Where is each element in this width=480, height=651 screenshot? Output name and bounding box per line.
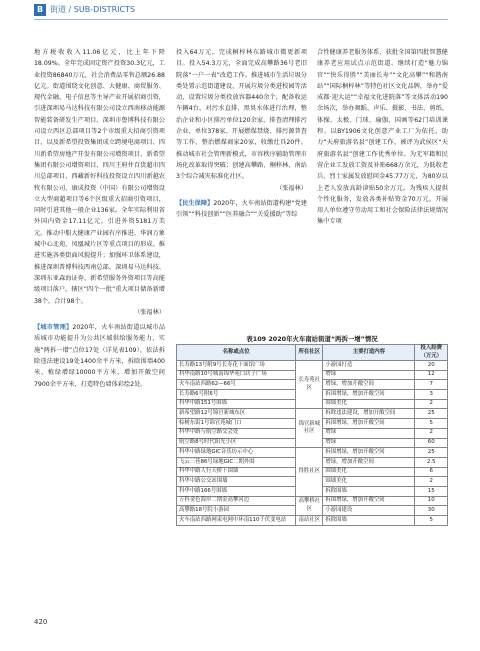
cell-name: 科华中路与航空路交会处 — [177, 428, 296, 438]
cell-fund: 2.5 — [415, 457, 448, 467]
author-note: （张福林） — [134, 308, 165, 316]
cell-name: 科华中路151号围墙 — [177, 399, 296, 409]
cell-fund: 2 — [415, 477, 448, 487]
cell-content: 增绿 — [323, 438, 415, 448]
column-left — [34, 47, 165, 390]
column-header: 主要打造内容 — [323, 345, 415, 361]
cell-content: 拆除围墙 — [323, 486, 415, 496]
section-icon: B — [34, 4, 46, 16]
table-row — [177, 516, 448, 526]
paragraph: 合性健康养老服务体系，获批全国第四批智慧健康养老应用试点示范街道。继续打造“魅力锦官”“快乐得胜”“美丽长寿”“文化高攀”“和谐南站”“国际桐梓林”等特色社区文化品牌，举办“爱成都·迎大运”“幸福文化进院落”等文体活动190余场次，举办舞蹈、声乐、摄影、书法、剪纸、体操、太极、门球、瑜伽、国画等62门培训课程。以BY1906文化创意产业工厂为依托，助力“天府旅游名县”创建工作，被评为武侯区“天府旅游名县”创建工作优秀单位。为无军籍和民营企业工发放工资及补贴668万余元，为低收老兵、烈士家属发放慰问金45.77万元，为80岁以上老人发放高龄津贴50余万元。为残疾人提供个性化服务，发放各类补贴资金70万元。开展用人单位遵守劳动用工和社会保险法律法规情况集中专项 — [317, 49, 448, 226]
cell-name: 万科金色海岸二期金高攀河边 — [177, 496, 296, 506]
cell-fund: 5 — [415, 516, 448, 526]
cell-fund: 2 — [415, 428, 448, 438]
cell-content: 增绿，增加开敞空间 — [323, 380, 415, 390]
table-row — [177, 448, 448, 458]
page-number: 420 — [34, 618, 48, 626]
cell-content: 围墙美化 — [323, 467, 415, 477]
paragraph: 地方税收收入11.06亿元，比上年下降18.09%。全年完成固定资产投资30.3亿元，工业投资86840万元，社会消费品零售总额26.88亿元。街道围绕文化创意、大健康、商贸服务、现代金融、电子信息等主导产业开展招商引资，引进深圳易马达科技有限公司设立西南移动能源智能装备研发生产项目、深圳市鲁博科技有限公司设立西区总部项目等2个市级重大招商引资项目，以及新希望投资集团成立跨境电商项目、四川新希望房地产开发有限公司增资项目、新希望集团有限公司增资项目、四川王府井百货超市四川总部项目、西藏新好科技投资设立四川新越农牧有限公司、康成投资（中国）有限公司增资设立大型商超项目等6个区级重大招商引资项目，同时引进其他一般企业136家。全年实际利用省外国内资金17.11亿元，引进外资5181万美元。推动中船大健康产业园有序推进、华润万象城中心北苑、凤凰城片区等重点项目的形成。推进实施各类街面风貌提升；加强环卫体系建设，推进深圳普博科技西南总部、深圳易马达科技、深圳东亚森海证券、新希望服务外资项目等高能级项目落户。辖区“四个一批”重大项目储备新增38个，合计98个。 — [34, 49, 165, 305]
cell-name: 科华中路绿地GIC音乐坊示中心 — [177, 448, 296, 458]
cell-district: 南站社区 — [296, 516, 323, 526]
table-row — [177, 496, 448, 506]
cell-name: 新希望路12号锦官新城东区 — [177, 409, 296, 419]
cell-content: 围墙美化 — [323, 399, 415, 409]
cell-content: 拆围增绿，增加开敞空间 — [323, 390, 415, 400]
cell-content: 拆除围墙 — [323, 516, 415, 526]
cell-content: 围墙美化 — [323, 477, 415, 487]
cell-name: 火车南站西路62—66号 — [177, 380, 296, 390]
section-title: 街道 / SUB-DISTRICTS — [50, 5, 136, 14]
author-note: （张福林） — [276, 184, 307, 192]
table-title: 表109 2020年火车南站街道“两拆一增”情况 — [246, 335, 378, 343]
cell-content: 拆围增绿，增加开敞空间 — [323, 419, 415, 429]
cell-content: 拆围增绿，增加开敞空间 — [323, 496, 415, 506]
cell-content: 增绿 — [323, 370, 415, 380]
cell-fund: 20 — [415, 361, 448, 371]
data-table — [176, 344, 448, 526]
cell-fund: 7 — [415, 380, 448, 390]
cell-content: 小游园打造 — [323, 361, 415, 371]
cell-content: 拆除违法建设，增加开敞空间 — [323, 409, 415, 419]
table-row — [177, 361, 448, 371]
cell-district: 得胜社区 — [296, 448, 323, 496]
cell-name: 科华中路公交站围墙 — [177, 477, 296, 487]
column-middle — [176, 47, 307, 220]
page-header — [0, 0, 480, 20]
cell-name: 科华中路人行天桥下围墙 — [177, 467, 296, 477]
column-header: 投入经费（万元） — [415, 345, 448, 361]
cell-content: 增绿，增加开敞空间 — [323, 457, 415, 467]
cell-fund: 15 — [415, 486, 448, 496]
cell-content: 拆围增绿，增加开敞空间 — [323, 448, 415, 458]
cell-fund: 25 — [415, 448, 448, 458]
cell-fund: 25 — [415, 409, 448, 419]
cell-fund: 30 — [415, 506, 448, 516]
cell-name: 长寿路6号附6号 — [177, 390, 296, 400]
section-text: 2020年，火车南站街道以城市品质城市功能提升为公共区域供给服务能力，实施“两拆一增”点位17处（详见表109），依法拆除违法建设19处1400余平方米，拆除围墙400米，植绿增绿10000平方米，增加开敞空间7900余平方米，打造特色墙体彩绘2处。 — [34, 324, 166, 388]
cell-fund: 6 — [415, 467, 448, 477]
cell-fund: 10 — [415, 496, 448, 506]
cell-fund: 2 — [415, 399, 448, 409]
paragraph — [176, 198, 307, 221]
section-tag: 【城市管理】 — [34, 324, 73, 332]
paragraph: 投入64万元，完成桐梓林东路城市微更新项目。投入54.3万元，全面完成高攀路36号老旧院落“一户一表”改造工作。推进城市生活垃圾分类处置示范街道建设，开展垃圾分类进校园等活动，设置垃圾分类投放容器440余个，配备收运车辆4台。对污水直排、黑臭水体进行治理，整治企业和小区排污单位120余家，排查清理排污企业、单位378家。开展燃煤禁烧、排污源普查等工作，整治燃煤商家20家，收缴灶具20件。推动城市社会管理新模式，市容秩序辅助管理市场化改革取得突破；创建高攀路、桐梓林、南站3个综合减灾标准化社区。 — [176, 49, 307, 181]
column-header: 名称或点位 — [177, 345, 296, 361]
cell-content: 增绿 — [323, 428, 415, 438]
column-right — [317, 47, 448, 228]
cell-name: 高攀路18号院小游园 — [177, 506, 296, 516]
section-text: 2020年，火车南站街道构建“党建引领”“科技创新”“医养融合”“关爱援助”等综 — [176, 199, 308, 219]
cell-name: 火车南站西路网束电网中环南110千伏变电站 — [177, 516, 296, 526]
paragraph — [34, 322, 165, 390]
cell-fund: 5 — [415, 419, 448, 429]
cell-content: 小游园建设 — [323, 506, 415, 516]
cell-district: 长寿苑社区 — [296, 361, 323, 409]
cell-district: 锦官新城社区 — [296, 409, 323, 448]
cell-fund: 3 — [415, 390, 448, 400]
column-header: 所在社区 — [296, 345, 323, 361]
cell-name: 飞云三巷86号绿地GIC二期外围 — [177, 457, 296, 467]
section-tag: 【民生保障】 — [176, 199, 214, 207]
cell-name: 科华中路166号围墙 — [177, 486, 296, 496]
cell-name: 棕树东街1号锦官苑城门口 — [177, 419, 296, 429]
header-divider — [34, 19, 448, 20]
cell-name: 长寿路13号附9号长寿花干面馆广场 — [177, 361, 296, 371]
table-row — [177, 409, 448, 419]
cell-fund: 60 — [415, 438, 448, 448]
cell-name: 航空路8号时代阳光小区 — [177, 438, 296, 448]
cell-fund: 12 — [415, 370, 448, 380]
cell-name: 科华南路10号城南锦华苑口店子广场 — [177, 370, 296, 380]
cell-district: 高攀桥社区 — [296, 496, 323, 515]
